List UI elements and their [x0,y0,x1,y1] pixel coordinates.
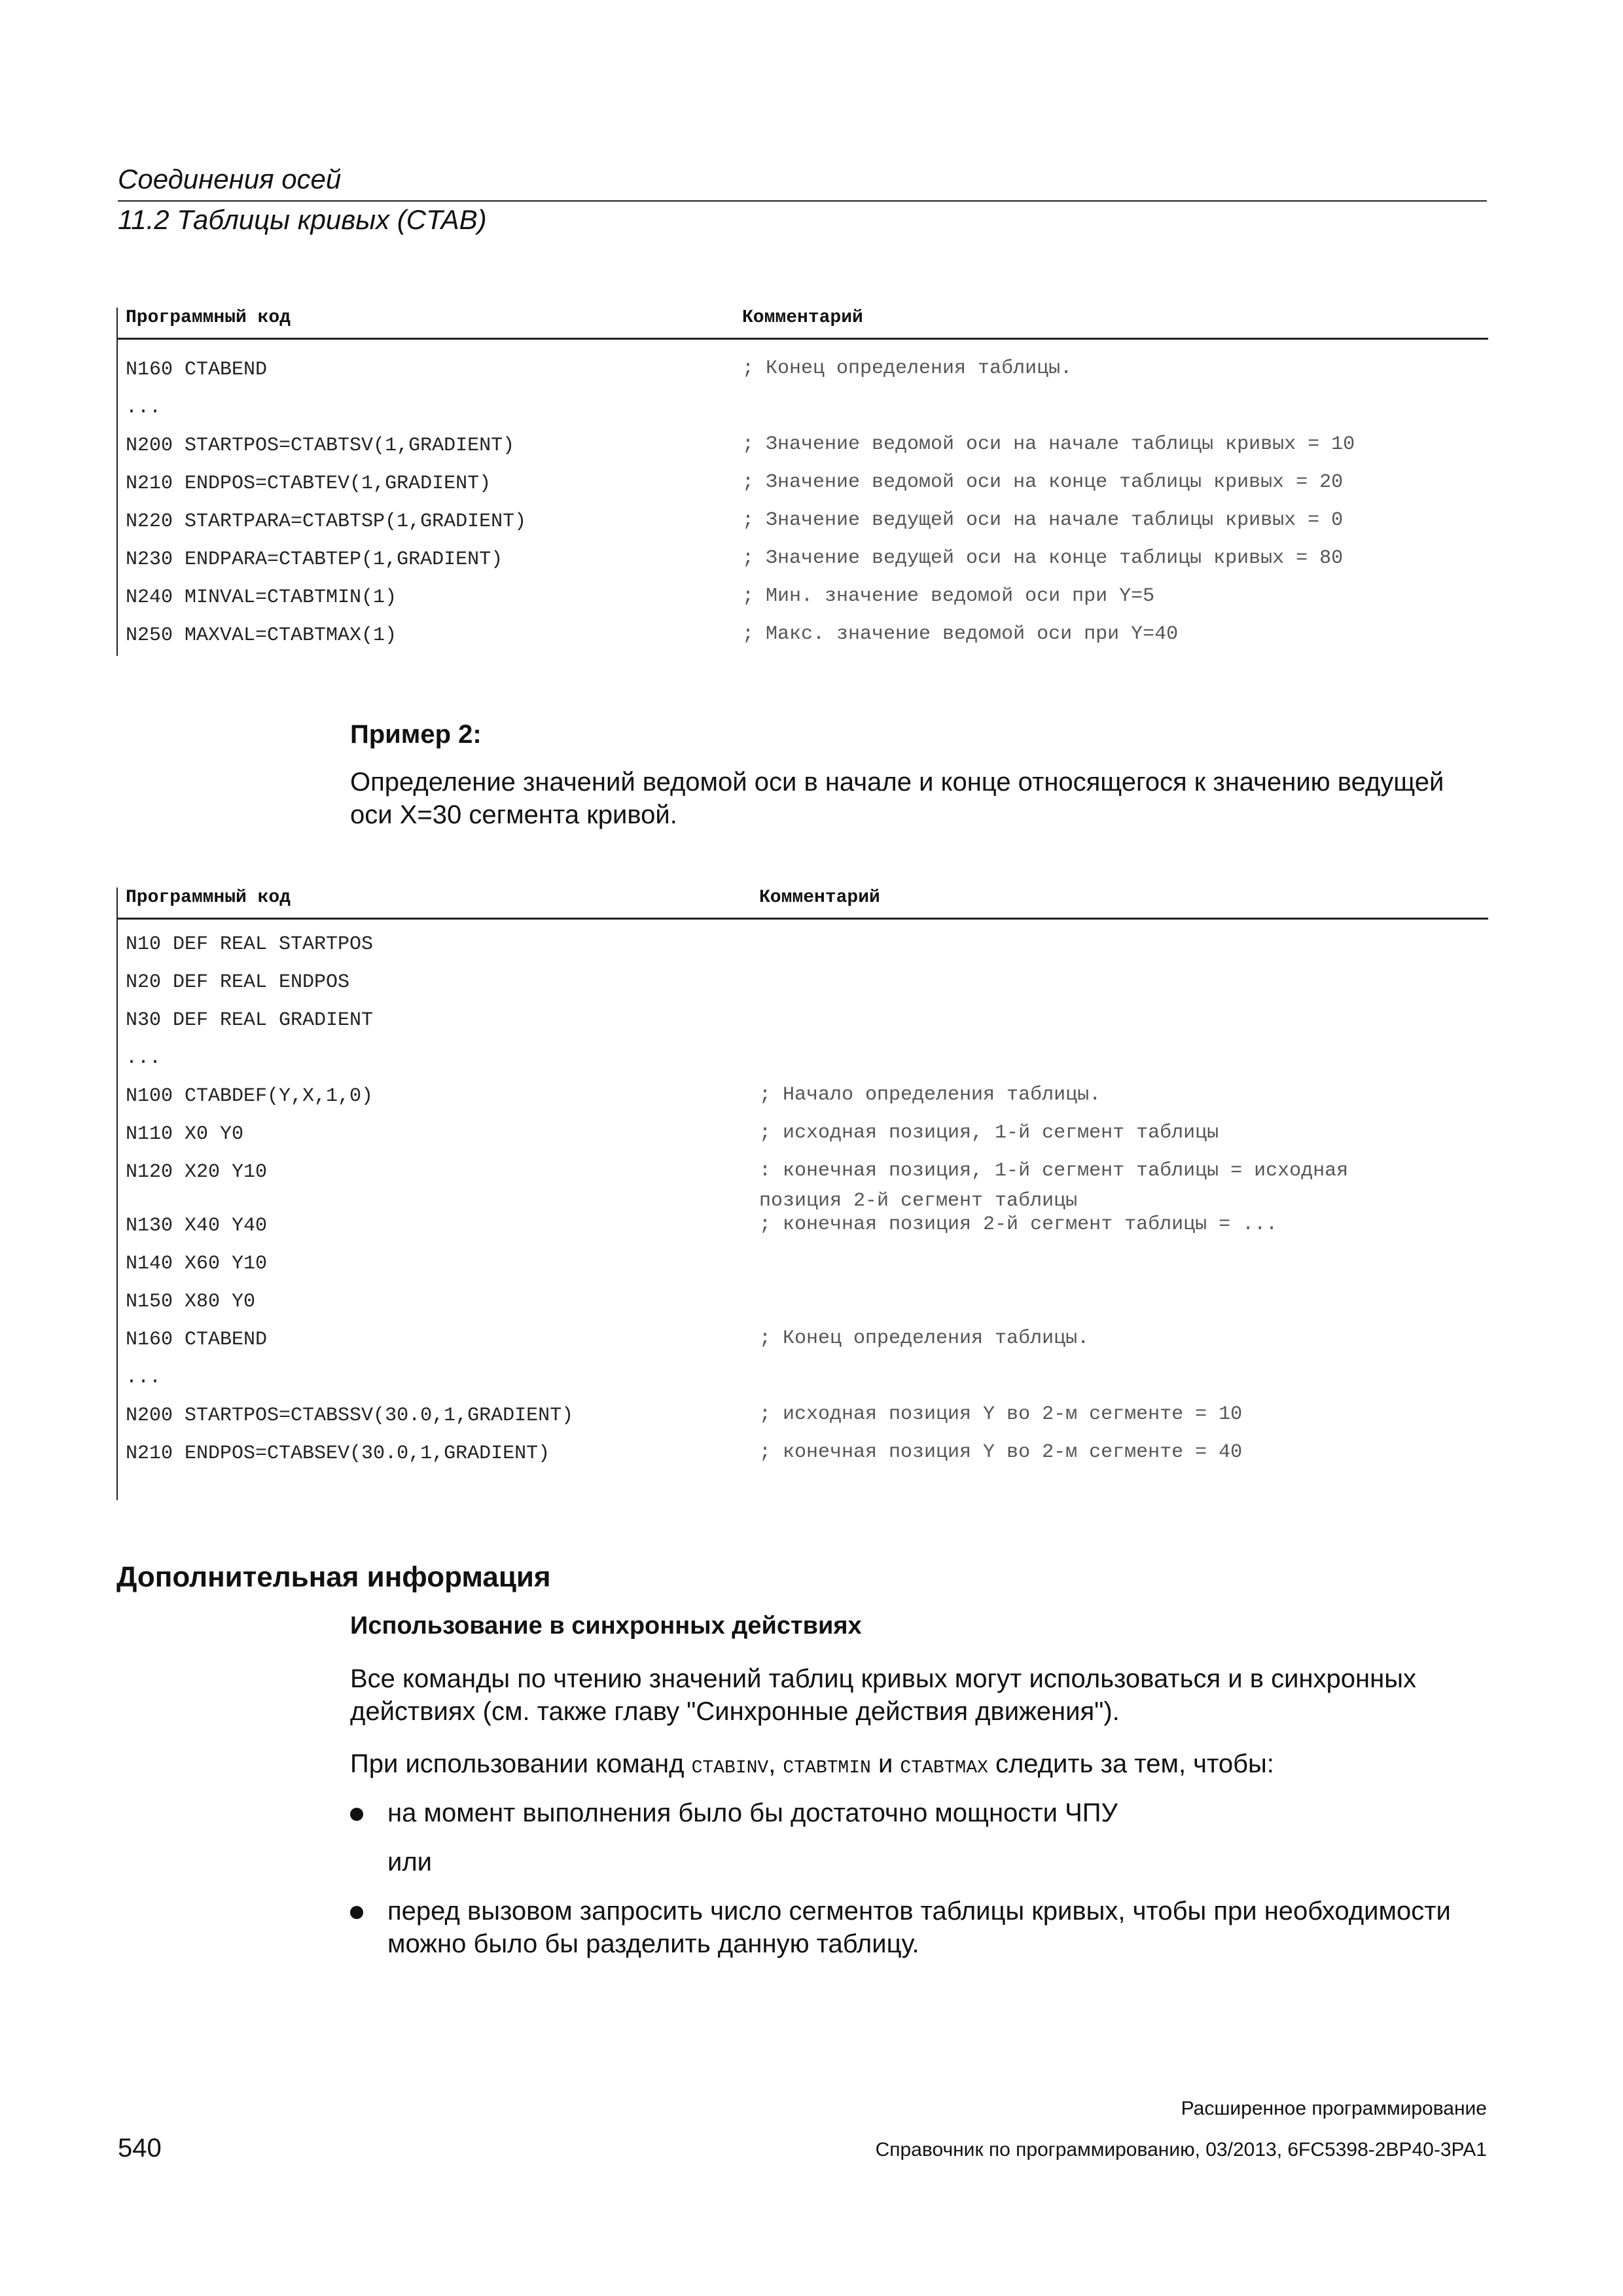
or-text: или [387,1848,433,1876]
bullet-icon [350,1906,363,1919]
bullet-item-1: на момент выполнения было бы достаточно мощности ЧПУ [387,1799,1118,1827]
page-number: 540 [118,2134,162,2162]
code-table-1 [116,308,1488,656]
table2-header-comment: Комментарий [759,888,880,908]
section-heading: Дополнительная информация [116,1561,551,1593]
code-comment: ; Значение ведомой оси на конце таблицы кривых = 20 [742,471,1344,493]
code-comment: ; Значение ведущей оси на конце таблицы кривых = 80 [742,547,1344,569]
paragraph-sync-actions: Все команды по чтению значений таблиц кривых могут использоваться и в синхронных действиях (см. также главу "Синхронные действия движения"). [350,1664,1416,1726]
code-comment: ; Начало определения таблицы. [759,1084,1101,1106]
code-line: N200 STARTPOS=CTABTSV(1,GRADIENT) [126,435,515,457]
code-comment: ; конечная позиция Y во 2-м сегменте = 40 [759,1441,1243,1463]
code-line: N150 X80 Y0 [126,1291,256,1313]
command-ctabtmax: CTABTMAX [900,1758,988,1778]
code-line: N160 CTABEND [126,1329,268,1351]
section-title: 11.2 Таблицы кривых (CTAB) [118,204,487,235]
example-description: Определение значений ведомой оси в начале и конце относящегося к значению ведущей оси X=30 сегмента кривой. [350,768,1444,829]
paragraph-commands [350,1748,1489,1785]
code-comment: ; конечная позиция 2-й сегмент таблицы = ... [759,1213,1278,1236]
code-line: N100 CTABDEF(Y,X,1,0) [126,1085,374,1107]
table1-header-comment: Комментарий [742,308,863,328]
code-comment: ; исходная позиция Y во 2-м сегменте = 10 [759,1403,1243,1426]
footer-book-title: Расширенное программирование [1181,2098,1487,2119]
code-line: N30 DEF REAL GRADIENT [126,1009,374,1031]
code-line: N220 STARTPARA=CTABTSP(1,GRADIENT) [126,511,527,533]
code-line: ... [126,397,162,419]
code-comment: ; Конец определения таблицы. [759,1327,1090,1350]
table1-header-code: Программный код [126,308,291,328]
code-comment: ; Значение ведомой оси на начале таблицы кривых = 10 [742,433,1355,456]
bullet-icon [350,1808,363,1821]
code-comment: ; исходная позиция, 1-й сегмент таблицы [759,1122,1219,1144]
example-title: Пример 2: [350,720,482,749]
code-comment: ; Конец определения таблицы. [742,357,1073,380]
code-line: N230 ENDPARA=CTABTEP(1,GRADIENT) [126,548,503,571]
code-line: ... [126,1047,162,1069]
separator-1: , [768,1749,783,1778]
code-comment: : конечная позиция, 1-й сегмент таблицы = исходная позиция 2-й сегмент таблицы [759,1160,1349,1212]
code-line: N210 ENDPOS=CTABSEV(30.0,1,GRADIENT) [126,1443,550,1465]
separator-2: и [870,1749,901,1778]
code-table-2 [116,888,1488,1500]
code-comment: ; Значение ведущей оси на начале таблицы кривых = 0 [742,509,1344,531]
command-ctabinv: CTABINV [691,1758,769,1778]
table1-header-rule [118,338,1488,340]
footer-reference: Справочник по программированию, 03/2013, 6FC5398-2BP40-3PA1 [875,2139,1487,2161]
code-line: N20 DEF REAL ENDPOS [126,971,350,994]
table2-header-rule [118,918,1488,920]
chapter-title: Соединения осей [118,164,342,194]
header-divider [118,200,1487,202]
table2-header-code: Программный код [126,888,291,908]
code-line: N140 X60 Y10 [126,1253,268,1275]
paragraph-commands-suffix: следить за тем, чтобы: [988,1749,1274,1778]
code-line: N240 MINVAL=CTABTMIN(1) [126,586,397,609]
command-ctabtmin: CTABTMIN [783,1758,871,1778]
code-line: N160 CTABEND [126,359,268,381]
code-line: N200 STARTPOS=CTABSSV(30.0,1,GRADIENT) [126,1405,574,1427]
code-line: N110 X0 Y0 [126,1123,244,1145]
code-line: N10 DEF REAL STARTPOS [126,933,374,956]
bullet-item-2: перед вызовом запросить число сегментов таблицы кривых, чтобы при необходимости можно было бы разделить данную таблицу. [387,1897,1451,1958]
code-comment: ; Макс. значение ведомой оси при Y=40 [742,623,1179,645]
code-comment: ; Мин. значение ведомой оси при Y=5 [742,585,1155,607]
code-line: N250 MAXVAL=CTABTMAX(1) [126,624,397,647]
code-line: N120 X20 Y10 [126,1161,268,1183]
code-line: N130 X40 Y40 [126,1215,268,1237]
code-line: N210 ENDPOS=CTABTEV(1,GRADIENT) [126,473,491,495]
code-line: ... [126,1367,162,1389]
subsection-heading: Использование в синхронных действиях [350,1612,862,1640]
paragraph-commands-prefix: При использовании команд [350,1749,692,1778]
